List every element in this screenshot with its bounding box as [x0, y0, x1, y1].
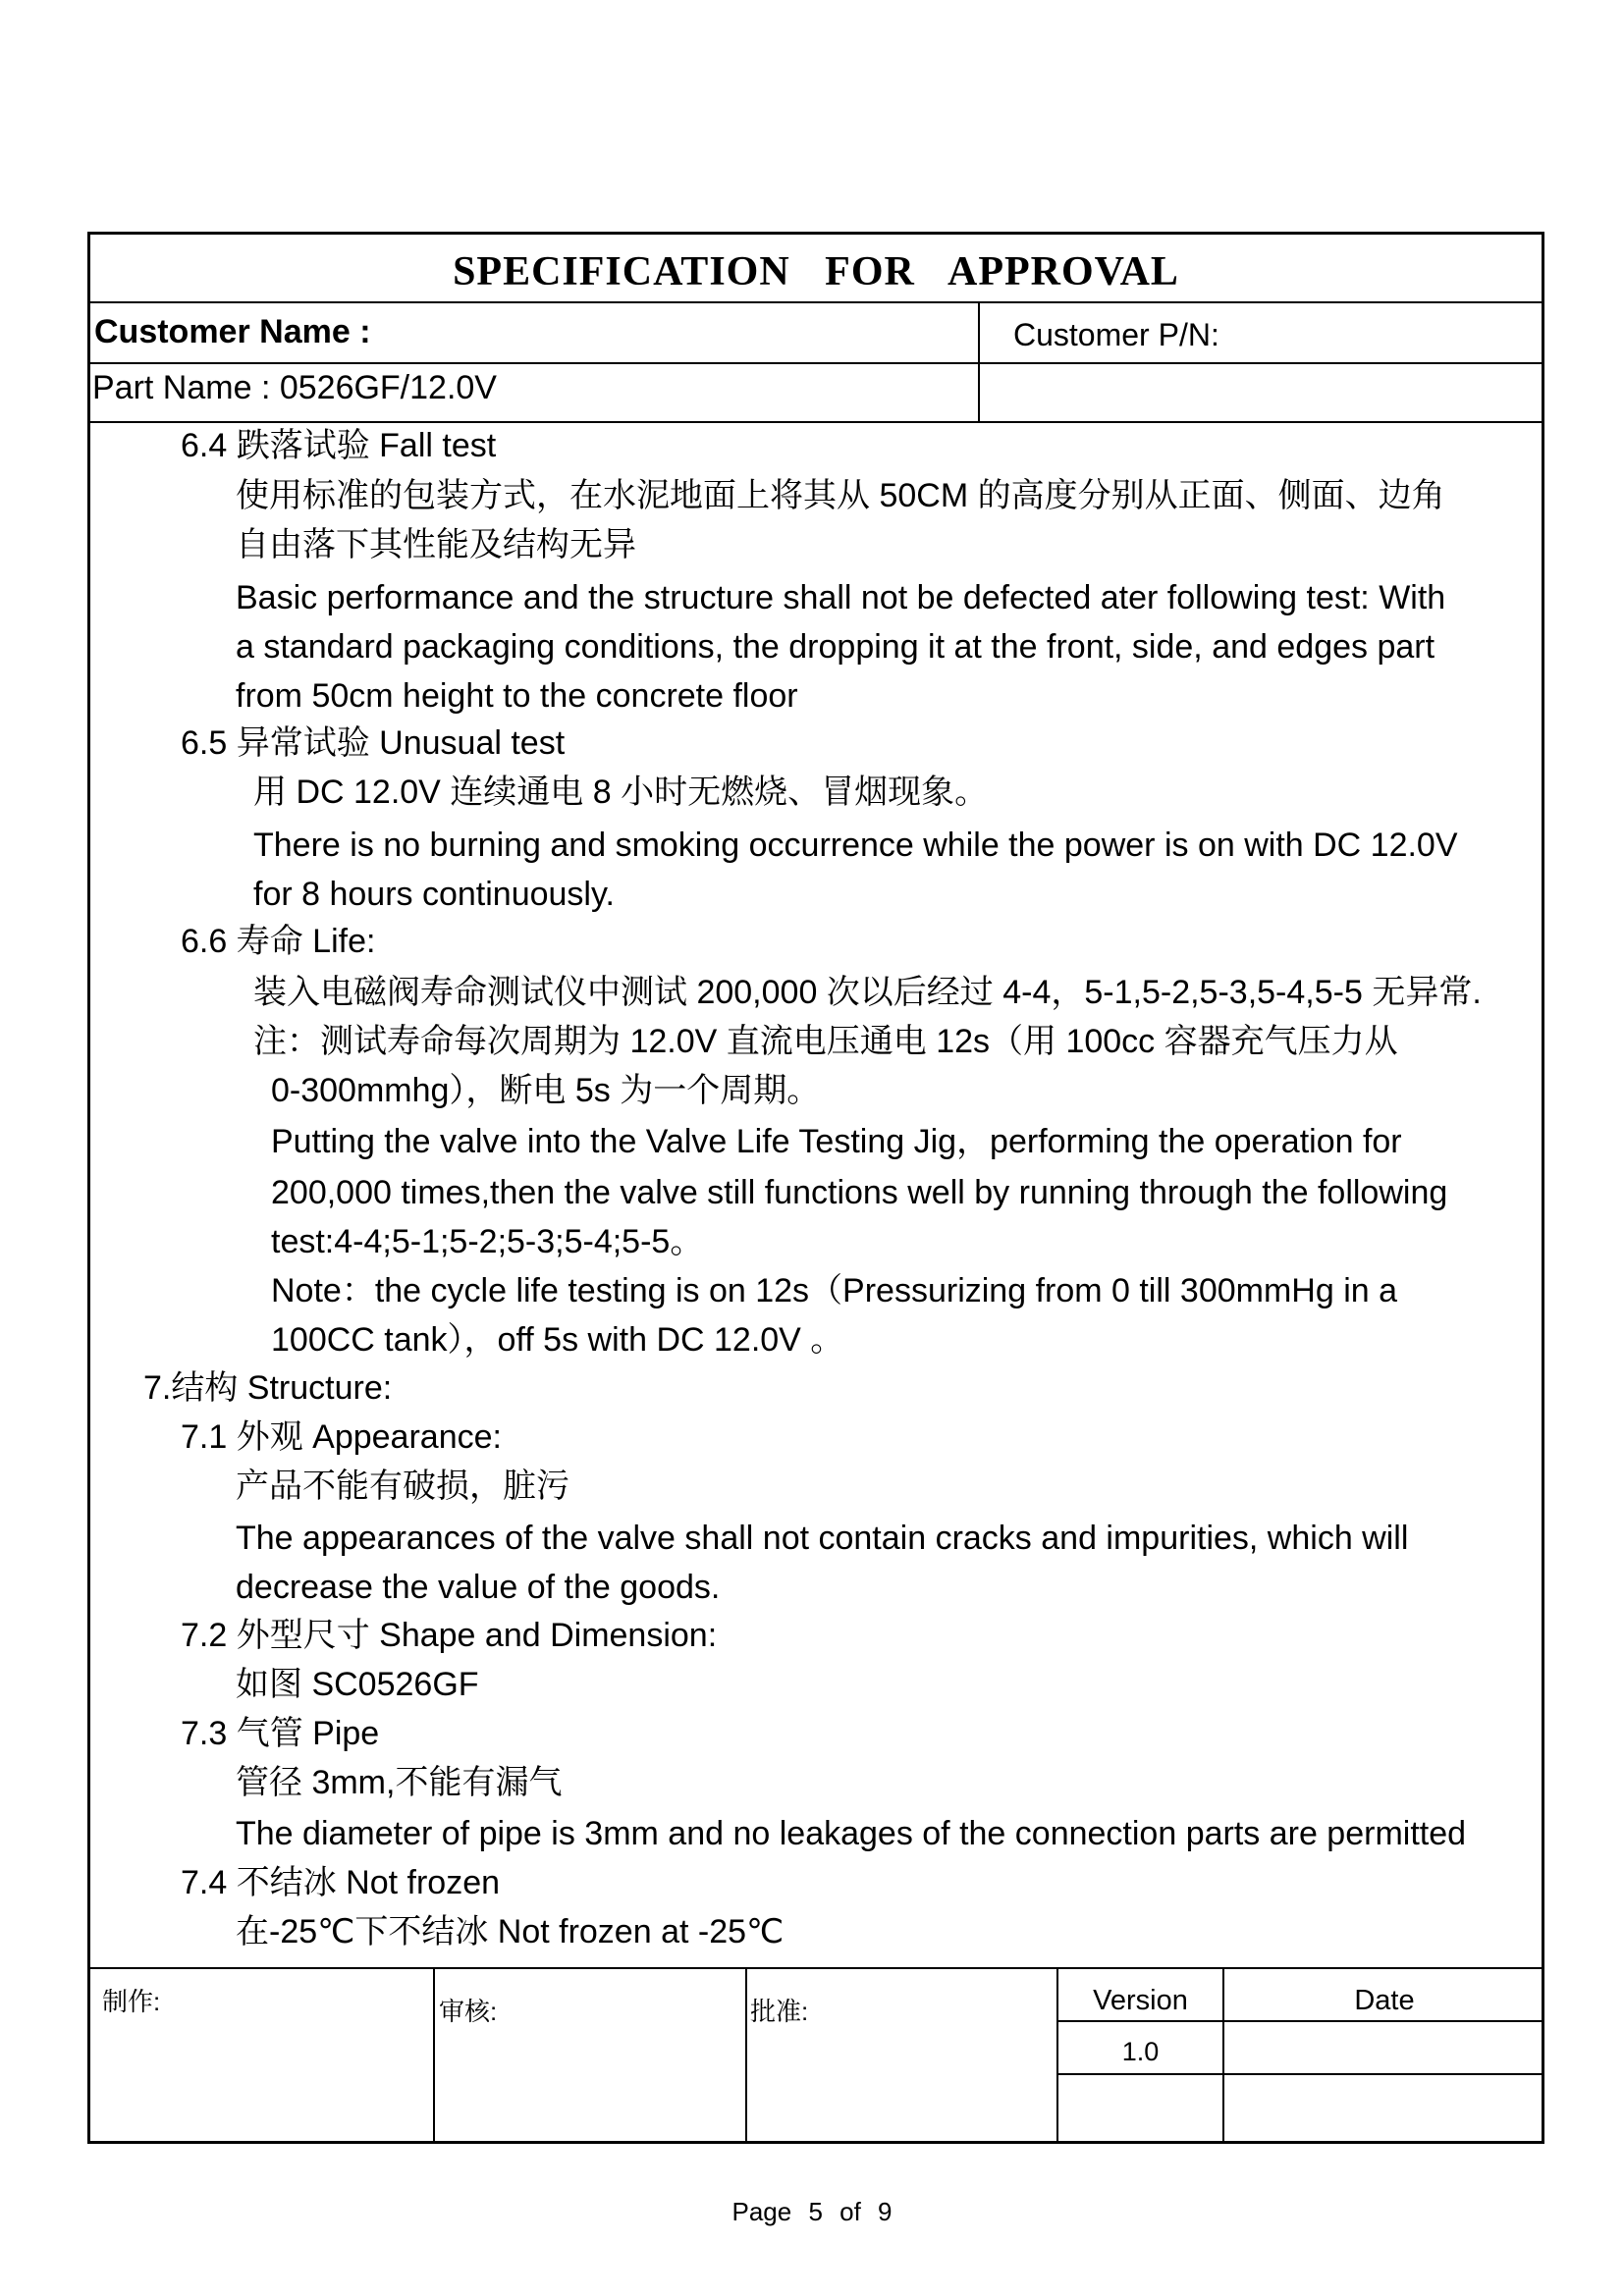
paragraph-line: 0-300mmhg），断电 5s 为一个周期。 [271, 1072, 821, 1109]
specification-body [90, 426, 1542, 1967]
divider [745, 1967, 747, 2144]
customer-name-label: Customer Name : [94, 313, 371, 350]
paragraph-line: test:4-4;5-1;5-2;5-3;5-4;5-5。 [271, 1223, 704, 1260]
paragraph-line: 自由落下其性能及结构无异 [236, 526, 636, 563]
section-heading: 7.1 外观 Appearance: [181, 1418, 502, 1456]
paragraph-line: 在-25℃下不结冰 Not frozen at -25℃ [236, 1913, 785, 1950]
paragraph-line: 用 DC 12.0V 连续通电 8 小时无燃烧、冒烟现象。 [253, 774, 989, 811]
divider [1056, 2073, 1542, 2075]
document-title: SPECIFICATION FOR APPROVAL [453, 249, 1179, 294]
divider [433, 1967, 435, 2144]
divider [90, 301, 1542, 303]
approved-by-label: 批准: [750, 1997, 809, 2026]
paragraph-line: 注：测试寿命每次周期为 12.0V 直流电压通电 12s（用 100cc 容器充气压力从 [253, 1023, 1398, 1060]
divider [90, 362, 1542, 364]
date-header: Date [1354, 1985, 1415, 2016]
paragraph-line: 产品不能有破损，脏污 [236, 1468, 569, 1505]
divider [90, 1967, 1542, 1969]
paragraph-line: Putting the valve into the Valve Life Testing Jig，performing the operation for [271, 1123, 1402, 1160]
paragraph-line: Basic performance and the structure shall not be defected ater following test: With [236, 579, 1446, 616]
paragraph-line: 装入电磁阀寿命测试仪中测试 200,000 次以后经过 4-4，5-1,5-2,5-3,5-4,5-5 无异常. [253, 974, 1482, 1011]
version-header: Version [1093, 1985, 1188, 2016]
paragraph-line: Note：the cycle life testing is on 12s（Pressurizing from 0 till 300mmHg in a [271, 1272, 1398, 1309]
section-heading: 7.结构 Structure: [143, 1369, 393, 1407]
paragraph-line: decrease the value of the goods. [236, 1569, 721, 1606]
paragraph-line: for 8 hours continuously. [253, 876, 615, 913]
paragraph-line: The diameter of pipe is 3mm and no leakages of the connection parts are permitted [236, 1815, 1467, 1852]
paragraph-line: 100CC tank），off 5s with DC 12.0V 。 [271, 1321, 844, 1359]
section-heading: 7.3 气管 Pipe [181, 1715, 380, 1752]
paragraph-line: 200,000 times,then the valve still functions well by running through the following [271, 1174, 1448, 1211]
version-value: 1.0 [1121, 2037, 1160, 2066]
section-heading: 6.5 异常试验 Unusual test [181, 724, 566, 762]
section-heading: 6.6 寿命 Life: [181, 923, 376, 960]
specification-sheet [87, 232, 1544, 2144]
reviewed-by-label: 审核: [439, 1997, 498, 2026]
divider [90, 421, 1542, 423]
section-heading: 7.2 外型尺寸 Shape and Dimension: [181, 1617, 718, 1654]
paragraph-line: a standard packaging conditions, the dropping it at the front, side, and edges part [236, 628, 1435, 666]
page-number: Page 5 of 9 [731, 2197, 893, 2226]
customer-pn-label: Customer P/N: [1013, 317, 1219, 352]
part-name: Part Name : 0526GF/12.0V [92, 369, 497, 406]
divider [978, 301, 980, 421]
paragraph-line: 使用标准的包装方式，在水泥地面上将其从 50CM 的高度分别从正面、侧面、边角 [236, 477, 1445, 514]
paragraph-line: from 50cm height to the concrete floor [236, 677, 798, 715]
paragraph-line: 如图 SC0526GF [236, 1666, 479, 1703]
section-heading: 7.4 不结冰 Not frozen [181, 1864, 501, 1901]
paragraph-line: 管径 3mm,不能有漏气 [236, 1764, 563, 1801]
paragraph-line: There is no burning and smoking occurrence while the power is on with DC 12.0V [253, 827, 1458, 864]
made-by-label: 制作: [102, 1987, 161, 2016]
paragraph-line: The appearances of the valve shall not contain cracks and impurities, which will [236, 1520, 1409, 1557]
section-heading: 6.4 跌落试验 Fall test [181, 427, 497, 464]
divider [1056, 2020, 1542, 2022]
